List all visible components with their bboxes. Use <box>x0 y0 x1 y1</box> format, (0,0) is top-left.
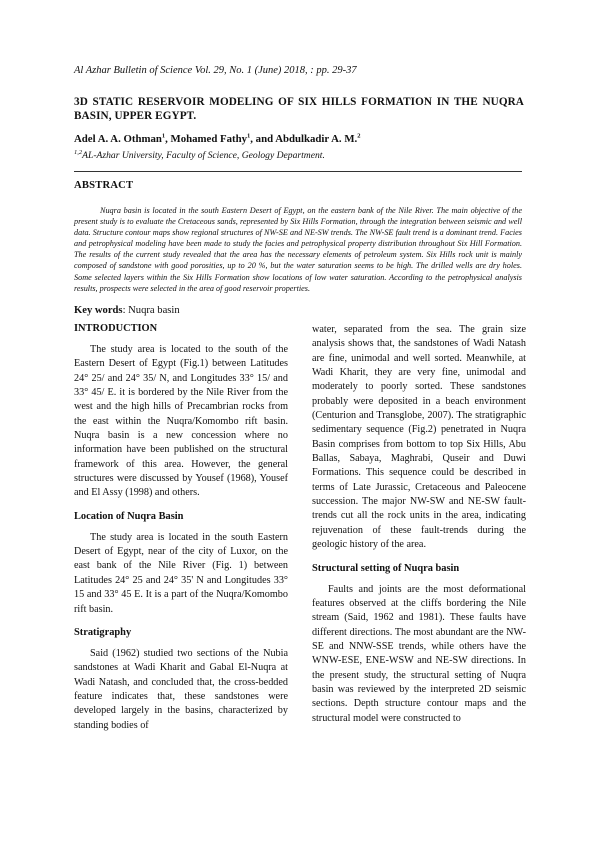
location-heading: Location of Nuqra Basin <box>74 510 184 522</box>
author-affil-mark: 1 <box>247 132 251 140</box>
left-column <box>74 322 288 733</box>
stratigraphy-continued-paragraph: water, separated from the sea. The grain size analysis shows that, the sandstones of Wadi Natash are fine, unimodal and well sorted. Meanwhile, at Wadi Kharit, they are very fine, unimodal and moderately to poorly sorted. These sandstones probably were deposited in a beach environment (Centurion and Transglobe, 2007). The stratigraphic sedimentary sequence (Fig.2) penetrated in Nuqra Basin comprises from bottom to top Six Hills, Abu Ballas, Sabaya, Maghrabi, Quseir and Duwi Formations. This sequence could be described in terms of Late Jurassic, Cretaceous and Paleocene succession. The major NW-SW and NE-SW fault-trends cut all the rock units in the area, indicating rejuvenation of these fault-trends during the geologic history of the area. <box>312 324 526 551</box>
author-separator: , <box>165 133 171 145</box>
author-affil-mark: 2 <box>357 132 361 140</box>
introduction-paragraph: The study area is located to the south of the Eastern Desert of Egypt (Fig.1) between Latitudes 24° 25/ and 24° 35/ N, and Longitudes 33° 15/ and 33° 45/ E. it is bordered by the Nile River from the west and the high hills of Precambrian rocks from the east within the Nuqra/Komombo rift basin. Nuqra basin is a new concession where no information have been published on the structural framework of this area. However, the general structures were discussed by Yousef (1968), Yousef and El Assy (1998) and others. <box>74 344 288 499</box>
introduction-heading: INTRODUCTION <box>74 323 158 334</box>
author-separator: , and <box>250 133 276 145</box>
header-divider <box>74 171 522 172</box>
structural-setting-paragraph: Faults and joints are the most deformational features observed at the cliffs bordering the Nile stream (Said, 1962 and 1981). These faults have different directions. The most abundant are the NW-SE and NNW-SSE trends, while others have the WNW-ESE, ENE-WSW and NE-SW directions. In the present study, the structural setting of Nuqra basin was reviewed by the interpreted 2D seismic sections. Depth structure contour maps and the structural model were constructed to <box>312 583 526 724</box>
keywords-label: Key words <box>74 305 123 316</box>
author-name: Adel A. A. Othman <box>74 133 162 145</box>
stratigraphy-paragraph: Said (1962) studied two sections of the Nubia sandstones at Wadi Kharit and Gabal El-Nuqra at Wadi Natash, and concluded that, the cross-bedded feature indicates that, these sandstones were developed largely in the basins, characterized by standing bodies of <box>74 647 288 731</box>
keywords-value: : Nuqra basin <box>122 305 180 316</box>
abstract-body: Nuqra basin is located in the south Eastern Desert of Egypt, on the eastern bank of the Nile River. The main objective of the present study is to evaluate the Cretaceous sands, represented by Six Hills Formation, through the integration between seismic and well data. Structure contour maps show regional structures of NW-SE and NE-SW trends. The NW-SE fault trend is a dominant trend. Facies and petrophysical modeling have been made to study the facies and petrophysical property distribution throughout Six Hill Formation. The results of the current study revealed that the area has the necessary elements of petroleum system. Six Hills rock unit is mainly composed of sandstone with good porosities, up to 20 %, but the water saturation seems to be high. The drilled wells are dry holes. Some selected layers within the Six Hills Formation show locations of low water saturation. According to the petrophysical analysis results, prospects were selected in the area of good reservoir properties. <box>74 206 522 293</box>
author-name: Abdulkadir A. M. <box>275 133 358 145</box>
author-name: Mohamed Fathy <box>170 133 248 145</box>
paper-title: 3D STATIC RESERVOIR MODELING OF SIX HILLS FORMATION IN THE NUQRA BASIN, UPPER EGYPT. <box>74 96 524 122</box>
stratigraphy-heading: Stratigraphy <box>74 626 132 638</box>
affiliation-mark: 1,2 <box>74 148 83 156</box>
affiliation <box>74 150 534 161</box>
keywords <box>74 305 522 316</box>
author-affil-mark: 1 <box>161 132 166 140</box>
structural-setting-heading: Structural setting of Nuqra basin <box>312 562 460 574</box>
affiliation-text: AL-Azhar University, Faculty of Science, Geology Department. <box>82 150 325 161</box>
abstract-heading: ABSTRACT <box>74 180 134 191</box>
author-list <box>74 133 534 145</box>
journal-citation: Al Azhar Bulletin of Science Vol. 29, No. 1 (June) 2018, : pp. 29-37 <box>74 65 357 76</box>
location-paragraph: The study area is located in the south Eastern Desert of Egypt, near of the city of Luxor, on the east bank of the Nile River (Fig. 1) between Latitudes 24° 25 and 24° 35' N and Longitudes 33° 15 and 33° 45 E. It is a part of the Nuqra/Komombo rift basin. <box>74 531 288 615</box>
right-column <box>312 323 526 726</box>
